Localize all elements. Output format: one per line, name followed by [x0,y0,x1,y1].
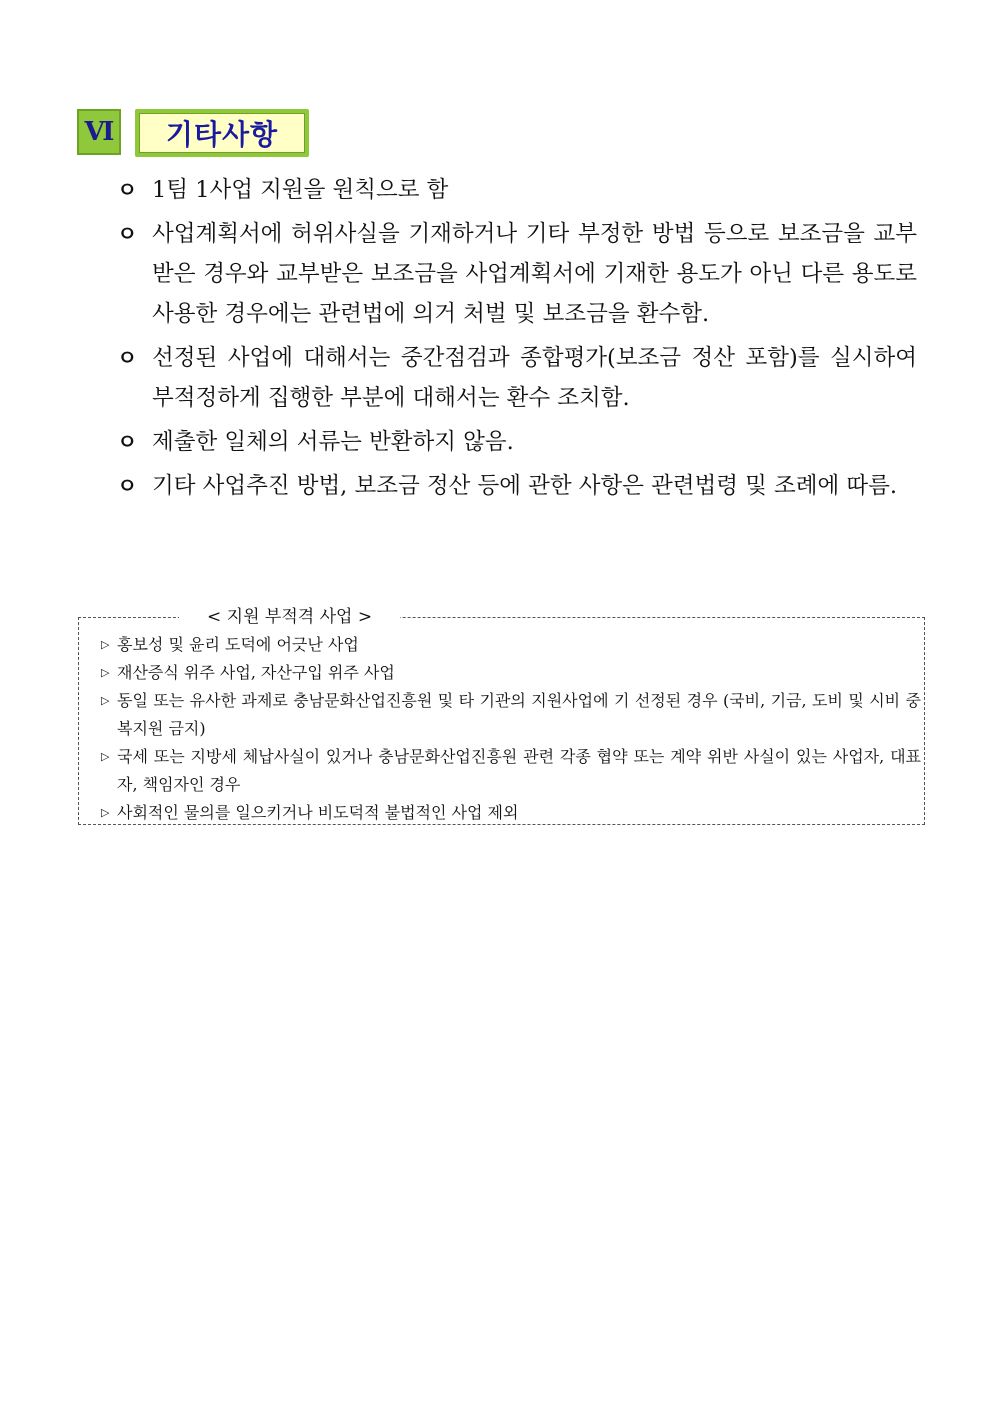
section-title: 기타사항 [165,118,279,151]
triangle-icon: ▷ [101,638,110,651]
triangle-icon: ▷ [101,694,110,707]
notice-list [101,631,921,827]
notice-item [101,799,921,827]
section-number-box [77,109,121,155]
section-number: Ⅵ [84,117,114,147]
notice-item [101,659,921,687]
notice-item [101,743,921,799]
notice-title: < 지원 부적격 사업 > [179,604,400,630]
notice-item-text: 동일 또는 유사한 과제로 충남문화산업진흥원 및 타 기관의 지원사업에 기 선정된 경우 (국비, 기금, 도비 및 시비 중복지원 금지) [117,691,921,738]
bullet-marker: ㅇ [117,345,138,370]
notice-item [101,631,921,659]
bullet-item [117,422,917,462]
bullet-marker: ㅇ [117,221,138,246]
bullet-item [117,466,917,506]
bullet-marker: ㅇ [117,429,138,454]
triangle-icon: ▷ [101,806,110,819]
bullet-text: 기타 사업추진 방법, 보조금 정산 등에 관한 사항은 관련법령 및 조례에 따름. [152,473,898,499]
notice-item-text: 재산증식 위주 사업, 자산구입 위주 사업 [117,663,395,682]
ineligible-projects-box [78,607,925,825]
bullet-text: 사업계획서에 허위사실을 기재하거나 기타 부정한 방법 등으로 보조금을 교부받은 경우와 교부받은 보조금을 사업계획서에 기재한 용도가 아닌 다른 용도로 사용한 경우에는 관련법에 의거 처벌 및 보조금을 환수함. [152,221,917,327]
bullet-marker: ㅇ [117,473,138,498]
notice-item-text: 사회적인 물의를 일으키거나 비도덕적 불법적인 사업 제외 [117,803,519,822]
bullet-list [117,170,917,510]
notice-item-text: 홍보성 및 윤리 도덕에 어긋난 사업 [117,635,359,654]
bullet-item [117,214,917,334]
notice-item [101,687,921,743]
bullet-marker: ㅇ [117,177,138,202]
triangle-icon: ▷ [101,666,110,679]
triangle-icon: ▷ [101,750,110,763]
notice-item-text: 국세 또는 지방세 체납사실이 있거나 충남문화산업진흥원 관련 각종 협약 또는 계약 위반 사실이 있는 사업자, 대표자, 책임자인 경우 [117,747,921,794]
bullet-text: 1팀 1사업 지원을 원칙으로 함 [152,177,449,203]
bullet-text: 제출한 일체의 서류는 반환하지 않음. [152,429,514,455]
bullet-item [117,170,917,210]
bullet-item [117,338,917,418]
section-title-box [135,109,309,157]
bullet-text: 선정된 사업에 대해서는 중간점검과 종합평가(보조금 정산 포함)를 실시하여 부적정하게 집행한 부분에 대해서는 환수 조치함. [152,345,917,411]
